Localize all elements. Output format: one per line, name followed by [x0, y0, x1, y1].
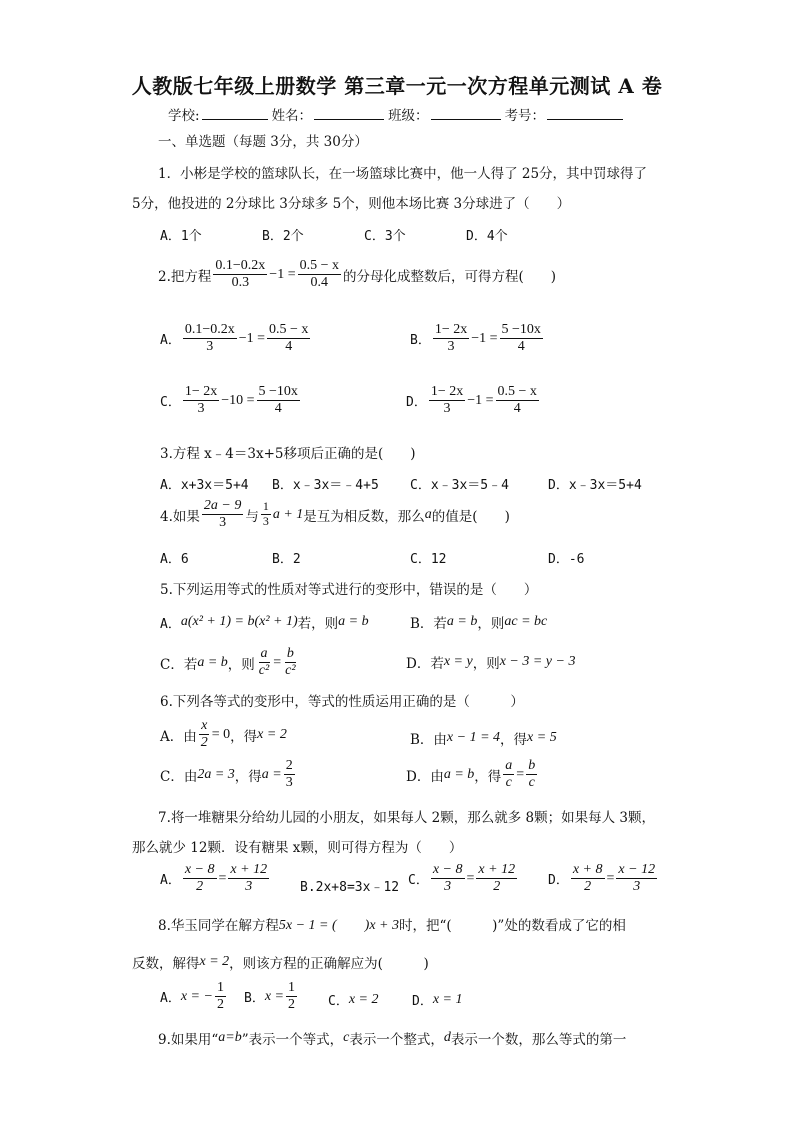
q2-stem-mid: −1 =: [269, 266, 296, 282]
q2-c-mid: −10 =: [221, 392, 255, 408]
q2-option-d[interactable]: [406, 384, 541, 417]
q8-option-a[interactable]: [160, 980, 228, 1013]
q5-c-g-num: b: [285, 646, 296, 663]
q6-c-label: C．由: [160, 768, 198, 785]
q4-stem-var: a: [424, 506, 432, 522]
q8-line2-suffix: ，则该方程的正确解应为( ): [229, 956, 429, 972]
q2-option-c[interactable]: [160, 384, 302, 417]
q4-stem-mid1: 与: [245, 508, 259, 525]
q2-b-frac1: [433, 322, 469, 355]
q9-stem-line1: [158, 1028, 626, 1048]
q7-d-g-num: x − 12: [616, 862, 657, 879]
q7-c-f-den: 3: [444, 879, 452, 895]
q7-a-f-num: x − 8: [183, 862, 217, 879]
q4-g-num: 1: [262, 499, 269, 514]
q2-d-frac1: [429, 384, 465, 417]
q8-line2-prefix: 反数，解得: [132, 956, 200, 972]
q4-stem-prefix: 4.如果: [160, 508, 200, 525]
q5-b-result: ac = bc: [504, 614, 548, 629]
q2-d-f2-den: 4: [513, 401, 521, 417]
q6-d-label: D．由: [406, 768, 444, 785]
q2-f2-denominator: 0.4: [310, 275, 329, 291]
q8-option-d[interactable]: [412, 990, 463, 1009]
number-field[interactable]: [547, 105, 623, 120]
q5-c-eq: =: [273, 654, 282, 670]
q8-b-f-den: 2: [288, 997, 295, 1013]
q7-d-frac1: [571, 862, 605, 895]
section-heading: 一、单选题（每题 3分，共 30分）: [158, 134, 368, 150]
q4-fraction-1: [202, 498, 243, 531]
q7-a-label: A．: [160, 873, 181, 889]
q6-a-result: x = 2: [257, 726, 287, 742]
q4-f-den: 3: [219, 515, 227, 531]
q6-a-f-den: 2: [200, 735, 208, 751]
q7-d-eq: =: [606, 870, 615, 886]
q2-a-mid: −1 =: [238, 330, 266, 346]
q2-c-f2-num: 5 −10x: [257, 384, 300, 401]
q1-option-a[interactable]: A．1个: [160, 229, 202, 244]
q7-a-frac1: [183, 862, 217, 895]
q2-c-label: C．: [160, 395, 181, 411]
q8-stem-prefix: 8.华玉同学在解方程: [158, 918, 279, 934]
q7-d-frac2: [616, 862, 657, 895]
q4-option-c[interactable]: C．12: [410, 552, 447, 567]
q6-b-label: B．由: [410, 732, 447, 748]
q6-c-expr: 2a = 3: [197, 766, 235, 782]
q4-stem-expr: a + 1: [272, 506, 304, 522]
q2-c-f1-den: 3: [197, 401, 205, 417]
q2-a-f2-den: 4: [285, 339, 293, 355]
q5-c-f-num: a: [259, 646, 270, 663]
q5-c-f-den: c²: [258, 663, 270, 679]
q6-c-post: ，得: [234, 768, 262, 785]
q6-c-f-num: 2: [284, 758, 295, 775]
q2-a-frac2: [267, 322, 310, 355]
q8-stem-line2: [132, 952, 429, 972]
q7-c-g-den: 2: [493, 879, 501, 895]
q7-a-frac2: [228, 862, 269, 895]
q4-stem-suffix1: 是互为相反数，那么: [303, 508, 425, 525]
q2-option-b[interactable]: [410, 322, 545, 355]
q5-a-label: A．: [160, 616, 181, 632]
q7-d-label: D．: [548, 873, 569, 889]
q8-b-frac: [286, 980, 297, 1013]
q5-c-frac1: [257, 646, 271, 679]
q4-stem: [160, 498, 510, 531]
q3-stem: 3.方程 x﹣4＝3x+5移项后正确的是( ): [160, 446, 416, 462]
q8-a-f-den: 2: [216, 997, 224, 1013]
q5-a-post: 若，则: [297, 616, 339, 632]
q6-b-result: x = 5: [527, 730, 557, 745]
q6-d-frac1: [503, 758, 514, 791]
q5-c-label: C．若: [160, 656, 198, 673]
q2-stem-prefix: 2.把方程: [158, 268, 212, 285]
q1-stem-line2: 5分，他投进的 2分球比 3分球多 5个，则他本场比赛 3分球进了（ ）: [132, 196, 571, 212]
q9-stem-d: d: [443, 1030, 451, 1045]
q8-a-label: A．: [160, 991, 181, 1007]
q9-stem-mid2: 表示一个整式，: [349, 1032, 444, 1048]
page-title: 人教版七年级上册数学 第三章一元一次方程单元测试 A 卷: [131, 74, 663, 98]
q2-c-frac2: [257, 384, 300, 417]
q2-d-f1-den: 3: [443, 401, 451, 417]
q7-stem-line1: 7.将一堆糖果分给幼儿园的小朋友，如果每人 2颗，那么就多 8颗；如果每人 3颗，: [158, 810, 656, 826]
q2-d-mid: −1 =: [467, 392, 494, 408]
q7-a-g-num: x + 12: [228, 862, 269, 879]
q6-c-frac: [284, 758, 295, 791]
q4-fraction-2: [261, 500, 271, 529]
q7-option-c[interactable]: [408, 862, 519, 895]
q7-a-f-den: 2: [196, 879, 204, 895]
q6-d-post: ，得: [474, 768, 502, 785]
q4-option-b[interactable]: B．2: [272, 552, 301, 567]
q2-b-f1-den: 3: [447, 339, 455, 355]
q5-c-g-den: c²: [285, 663, 296, 679]
q8-a-f-num: 1: [215, 980, 226, 997]
q6-stem: 6.下列各等式的变形中，等式的性质运用正确的是（ ）: [160, 694, 524, 710]
q9-stem-suffix: 表示一个数，那么等式的第一: [450, 1032, 627, 1048]
q2-b-f2-num: 5 −10x: [500, 322, 543, 339]
q7-a-eq: =: [218, 870, 227, 886]
q5-c-post: ，则: [227, 656, 255, 673]
q5-option-b[interactable]: [410, 612, 547, 632]
q6-d-frac2: [526, 758, 537, 791]
q5-stem: 5.下列运用等式的性质对等式进行的变形中，错误的是（ ）: [160, 582, 538, 598]
number-label: 考号：: [504, 108, 546, 124]
q5-d-post: ，则: [472, 656, 500, 672]
q8-option-b[interactable]: [244, 980, 299, 1013]
q2-fraction-1: [213, 258, 267, 291]
q1-option-d[interactable]: D．4个: [466, 229, 508, 244]
q2-stem: [158, 258, 556, 291]
q5-b-expr: a = b: [446, 614, 478, 629]
q5-d-label: D．若: [406, 656, 444, 672]
q2-c-f1-num: 1− 2x: [183, 384, 219, 401]
q6-option-a[interactable]: [160, 718, 287, 751]
q7-d-g-den: 3: [633, 879, 641, 895]
q5-a-expr: a(x² + 1) = b(x² + 1): [180, 614, 298, 629]
q2-d-frac2: [496, 384, 539, 417]
q3-option-a[interactable]: A．x+3x＝5+4: [160, 478, 249, 493]
q6-d-f-num: a: [503, 758, 514, 775]
class-field[interactable]: [431, 105, 501, 120]
q7-option-d[interactable]: [548, 862, 659, 895]
q2-b-f2-den: 4: [517, 339, 525, 355]
q2-a-f2-num: 0.5 − x: [267, 322, 310, 339]
q7-c-frac1: [431, 862, 465, 895]
q4-option-a[interactable]: A．6: [160, 552, 189, 567]
q8-c-expr: x = 2: [348, 991, 379, 1007]
q6-d-g-num: b: [526, 758, 537, 775]
q5-c-frac2: [283, 646, 297, 679]
student-info-line: [168, 104, 627, 124]
q9-stem-c: c: [343, 1030, 350, 1045]
q3-option-c[interactable]: C．x﹣3x＝5﹣4: [410, 478, 509, 493]
q6-b-expr: x − 1 = 4: [446, 730, 501, 745]
q7-d-f-den: 2: [584, 879, 592, 895]
q8-a-frac: [215, 980, 226, 1013]
q6-c-lhs: a =: [261, 766, 282, 782]
q1-option-b[interactable]: B．2个: [262, 229, 304, 244]
name-field[interactable]: [314, 105, 384, 120]
q2-option-a[interactable]: [160, 322, 312, 355]
q7-option-b[interactable]: B.2x+8=3x﹣12: [300, 880, 400, 895]
q6-c-f-den: 3: [285, 775, 293, 791]
q2-b-f1-num: 1− 2x: [433, 322, 469, 339]
q9-stem-ab: a=b: [218, 1030, 242, 1045]
q2-b-label: B．: [410, 333, 431, 349]
q7-option-a[interactable]: [160, 862, 271, 895]
q3-option-b[interactable]: B．x﹣3x＝﹣4+5: [272, 478, 379, 493]
q1-stem-line1: 1．小彬是学校的篮球队长，在一场篮球比赛中，他一人得了 25分，其中罚球得了: [158, 166, 648, 182]
q7-d-f-num: x + 8: [571, 862, 605, 879]
q5-a-result: a = b: [338, 614, 369, 629]
q2-d-label: D．: [406, 395, 427, 411]
q4-f-num: 2a − 9: [202, 498, 243, 515]
q6-a-post: ，得: [230, 728, 258, 745]
q8-stem-line1: [158, 914, 626, 934]
q8-c-label: C．: [328, 994, 349, 1009]
q9-stem-prefix: 9.如果用“: [158, 1032, 219, 1048]
q4-g-den: 3: [262, 514, 269, 529]
q5-option-c[interactable]: [160, 646, 300, 679]
q2-a-f1-den: 3: [206, 339, 214, 355]
q6-d-g-den: c: [528, 775, 535, 791]
q5-c-expr: a = b: [197, 654, 228, 670]
q5-option-d[interactable]: [406, 652, 575, 672]
q8-option-c[interactable]: [328, 990, 379, 1009]
class-label: 班级：: [388, 108, 429, 124]
q2-stem-suffix: 的分母化成整数后，可得方程( ): [343, 268, 557, 285]
q2-b-mid: −1 =: [471, 330, 498, 346]
q2-a-label: A．: [160, 333, 181, 349]
q5-d-expr: x = y: [443, 654, 473, 669]
q6-option-d[interactable]: [406, 758, 539, 791]
q7-stem-line2: 那么就少 12颗．设有糖果 x颗，则可得方程为（ ）: [132, 840, 463, 856]
q5-b-label: B．若: [410, 616, 447, 632]
school-label: 学校:: [168, 108, 200, 124]
q8-stem-suffix: 时，把“( )”处的数看成了它的相: [398, 918, 626, 934]
q6-d-expr: a = b: [443, 766, 475, 782]
q2-d-f2-num: 0.5 − x: [496, 384, 539, 401]
q3-option-d[interactable]: D．x﹣3x＝5+4: [548, 478, 642, 493]
q7-a-g-den: 3: [245, 879, 253, 895]
q7-c-eq: =: [466, 870, 475, 886]
q7-c-label: C．: [408, 873, 429, 889]
q6-option-c[interactable]: [160, 758, 297, 791]
school-field[interactable]: [202, 105, 268, 120]
q2-b-frac2: [500, 322, 543, 355]
q7-c-f-num: x − 8: [431, 862, 465, 879]
q2-a-frac1: [183, 322, 237, 355]
q1-option-c[interactable]: C．3个: [364, 229, 406, 244]
q5-d-result: x − 3 = y − 3: [499, 654, 576, 669]
q8-line2-expr: x = 2: [199, 954, 230, 969]
q6-d-eq: =: [516, 766, 525, 782]
q2-f1-denominator: 0.3: [231, 275, 250, 291]
q2-c-frac1: [183, 384, 219, 417]
q8-d-label: D．: [412, 994, 433, 1009]
q8-b-f-num: 1: [286, 980, 297, 997]
q8-b-lhs: x =: [264, 988, 284, 1004]
q5-b-post: ，则: [477, 616, 505, 632]
q2-f2-numerator: 0.5 − x: [298, 258, 341, 275]
q2-f1-numerator: 0.1−0.2x: [213, 258, 267, 275]
q6-a-f-num: x: [199, 718, 209, 735]
q4-stem-suffix2: 的值是( ): [431, 508, 510, 525]
q7-c-frac2: [476, 862, 517, 895]
q4-option-d[interactable]: D．-6: [548, 552, 585, 567]
q7-c-g-num: x + 12: [476, 862, 517, 879]
q6-b-post: ，得: [500, 732, 528, 748]
q6-a-label: A．由: [160, 728, 197, 745]
q8-b-label: B．: [244, 991, 265, 1007]
q2-fraction-2: [298, 258, 341, 291]
q2-a-f1-num: 0.1−0.2x: [183, 322, 237, 339]
q6-a-frac: [199, 718, 210, 751]
q6-a-eq: = 0: [211, 726, 231, 742]
name-label: 姓名：: [271, 108, 313, 124]
q9-stem-mid1: ”表示一个等式，: [241, 1032, 344, 1048]
q6-d-f-den: c: [505, 775, 512, 791]
q5-option-a[interactable]: [160, 612, 369, 632]
q8-stem-equation: 5x − 1 = ( )x + 3: [278, 918, 399, 933]
q8-a-lhs: x = −: [180, 988, 213, 1004]
q8-d-expr: x = 1: [432, 991, 463, 1007]
q6-option-b[interactable]: [410, 728, 557, 748]
q2-c-f2-den: 4: [274, 401, 282, 417]
q2-d-f1-num: 1− 2x: [429, 384, 465, 401]
